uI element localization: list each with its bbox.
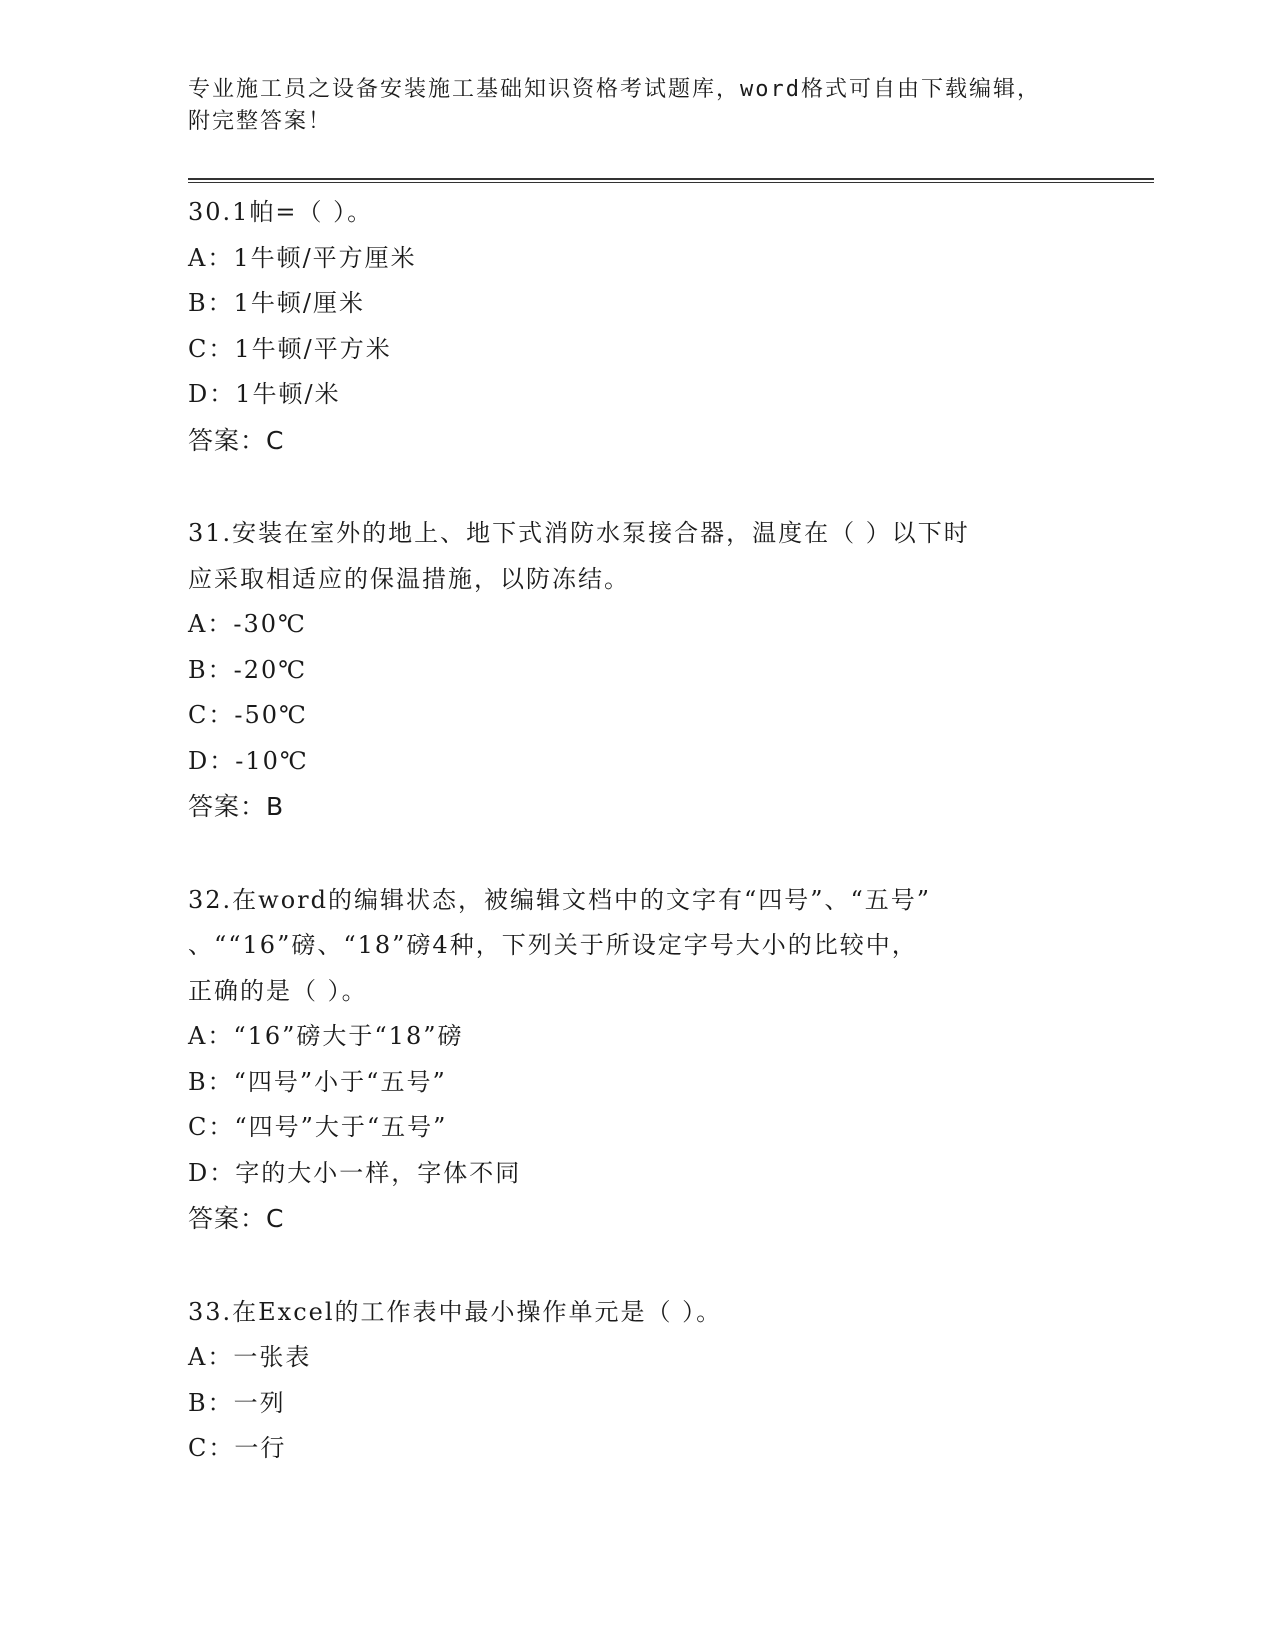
answer-option: C：“四号”大于“五号” (188, 1113, 448, 1141)
question-stem (188, 511, 1088, 602)
question-list (188, 190, 1088, 1520)
answer-option: B：-20℃ (188, 655, 308, 684)
correct-answer: 答案：C (188, 1204, 285, 1233)
answer-option: A：1牛顿/平方厘米 (188, 243, 417, 272)
question-stem (188, 190, 1088, 236)
question-stem-line: 33.在Excel的工作表中最小操作单元是（ ）。 (188, 1297, 723, 1326)
answer-option: C：-50℃ (188, 701, 308, 729)
question-stem-line: 30.1帕=（ ）。 (188, 198, 374, 226)
question-stem-line: 应采取相适应的保温措施，以防冻结。 (188, 564, 630, 593)
correct-answer: 答案：B (188, 792, 285, 821)
answer-option: C：1牛顿/平方米 (188, 334, 392, 363)
answer-option: A：一张表 (188, 1343, 312, 1371)
correct-answer: 答案：C (188, 425, 285, 455)
question-stem-line: 31.安装在室外的地上、地下式消防水泵接合器，温度在（ ）以下时 (188, 519, 970, 547)
question-stem (188, 878, 1088, 1015)
question-stem (188, 1290, 1088, 1336)
header-divider-thin (188, 182, 1154, 183)
question-stem-line: 、““16”磅、“18”磅4种，下列关于所设定字号大小的比较中， (188, 931, 918, 959)
question-stem-line: 32.在word的编辑状态，被编辑文档中的文字有“四号”、“五号” (188, 885, 932, 914)
question-block (188, 878, 1088, 1242)
header-divider (188, 178, 1154, 180)
document-header (188, 74, 1088, 138)
header-line-2: 附完整答案！ (188, 109, 333, 134)
answer-option: A：-30℃ (188, 610, 307, 638)
question-stem-line: 正确的是（ ）。 (188, 976, 368, 1005)
answer-option: D：1牛顿/米 (188, 380, 341, 408)
answer-option: D：字的大小一样，字体不同 (188, 1158, 522, 1187)
header-line-1: 专业施工员之设备安装施工基础知识资格考试题库，word格式可自由下载编辑， (188, 77, 1041, 102)
answer-option: C：一行 (188, 1434, 287, 1462)
question-block (188, 1290, 1088, 1472)
answer-option: A：“16”磅大于“18”磅 (188, 1022, 464, 1050)
answer-option: B：1牛顿/厘米 (188, 289, 365, 317)
answer-option: D：-10℃ (188, 746, 309, 775)
question-block (188, 190, 1088, 463)
answer-option: B：一列 (188, 1388, 286, 1417)
question-block (188, 511, 1088, 830)
answer-option: B：“四号”小于“五号” (188, 1067, 447, 1096)
